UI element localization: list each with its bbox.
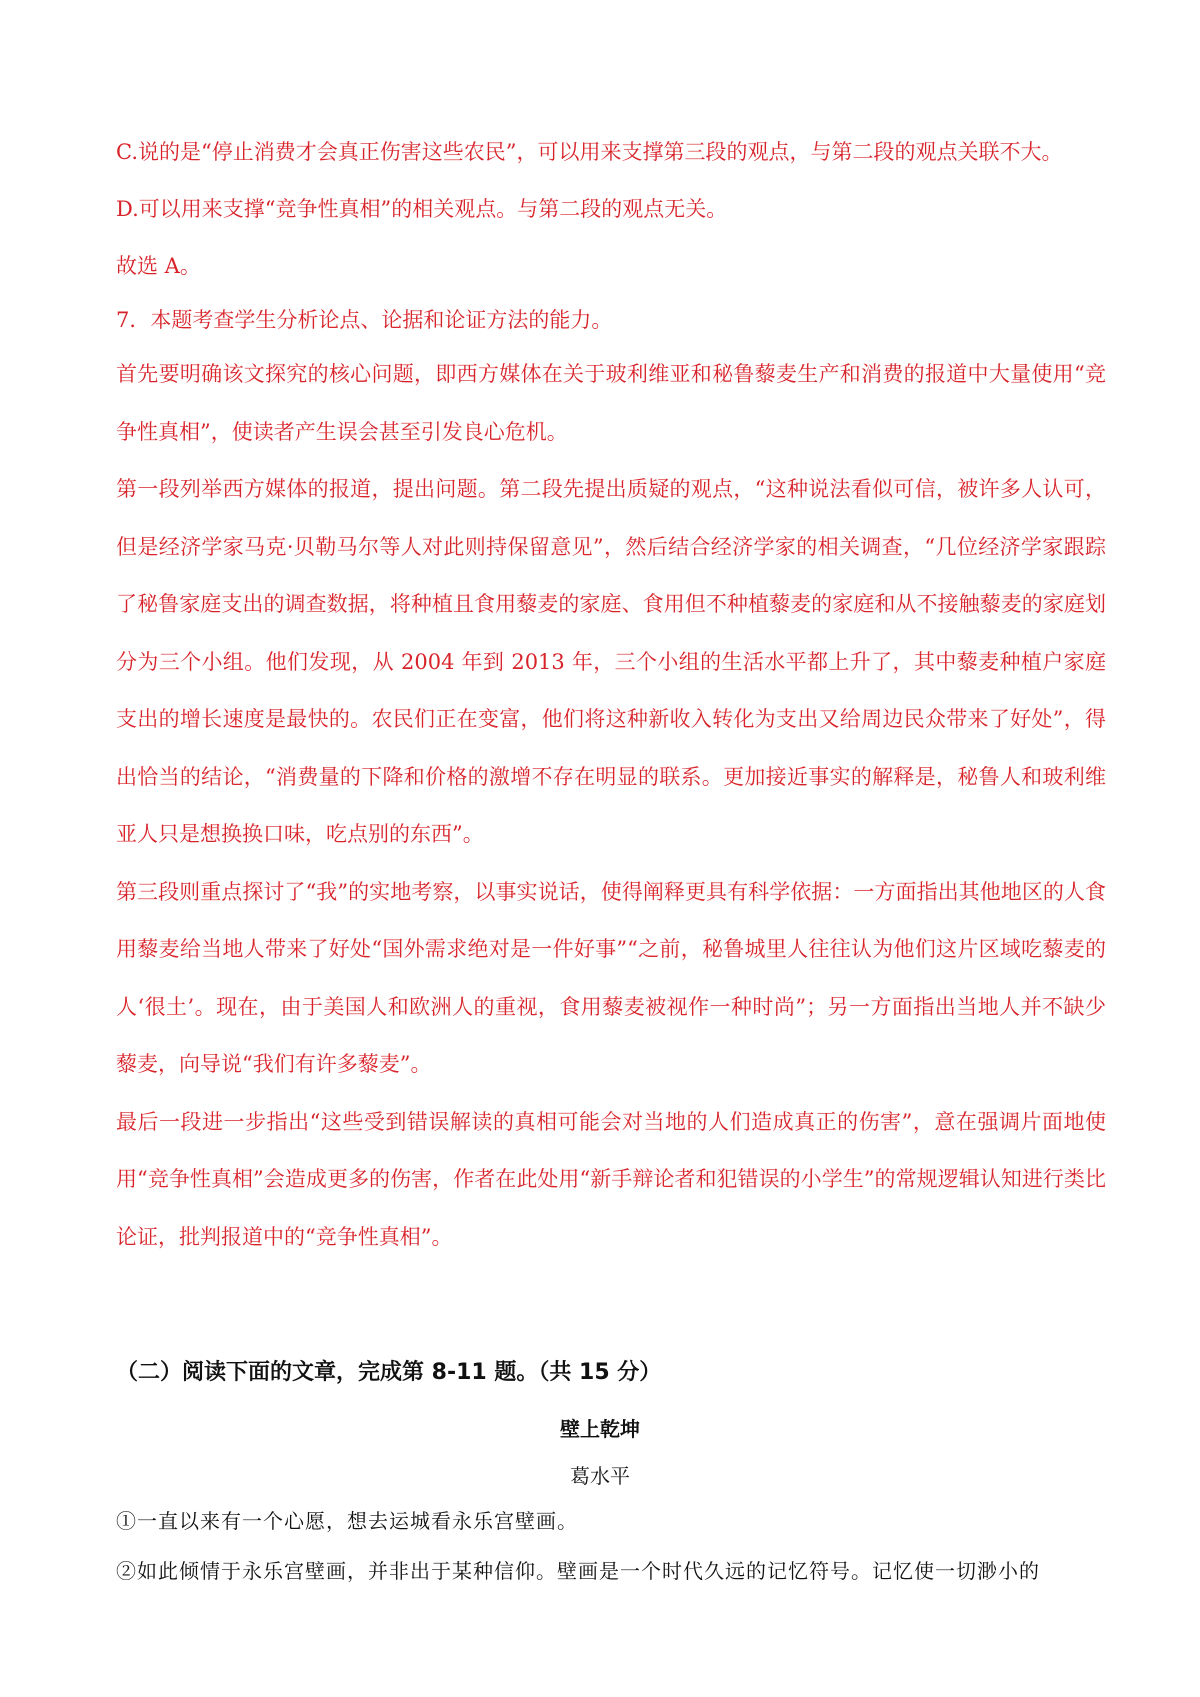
option-c-analysis: C.说的是“停止消费才会真正伤害这些农民”，可以用来支撑第三段的观点，与第二段的观点关联不大。: [116, 140, 1063, 164]
answer-analysis: [116, 124, 1106, 1266]
question-7-paragraph-2: 第三段则重点探讨了“我”的实地考察，以事实说话，使得阐释更具有科学依据：一方面指出其他地区的人食用藜麦给当地人带来了好处“国外需求绝对是一件好事”“之前，秘鲁城里人往往认为他们这片区域吃藜麦的人‘很土’。现在，由于美国人和欧洲人的重视，食用藜麦被视作一种时尚”；另一方面指出当地人并不缺少藜麦，向导说“我们有许多藜麦”。: [116, 879, 1106, 1076]
article-paragraph-1: ①一直以来有一个心愿，想去运城看永乐宫壁画。: [116, 1509, 578, 1533]
article-author: 葛水平: [570, 1464, 630, 1488]
option-d-analysis: D.可以用来支撑“竞争性真相”的相关观点。与第二段的观点无关。: [116, 197, 728, 221]
answer-choice: 故选 A。: [116, 254, 201, 278]
question-7-intro: 7．本题考查学生分析论点、论据和论证方法的能力。: [116, 308, 613, 332]
article-paragraph-2: ②如此倾情于永乐宫壁画，并非出于某种信仰。壁画是一个时代久远的记忆符号。记忆使一切渺小的: [116, 1559, 1040, 1583]
section-heading: （二）阅读下面的文章，完成第 8-11 题。（共 15 分）: [116, 1360, 662, 1385]
question-7-core-issue: 首先要明确该文探究的核心问题，即西方媒体在关于玻利维亚和秘鲁藜麦生产和消费的报道中大量使用“竞争性真相”，使读者产生误会甚至引发良心危机。: [116, 362, 1106, 444]
question-7-paragraph-3: 最后一段进一步指出“这些受到错误解读的真相可能会对当地的人们造成真正的伤害”，意在强调片面地使用“竞争性真相”会造成更多的伤害，作者在此处用“新手辩论者和犯错误的小学生”的常规逻辑认知进行类比论证，批判报道中的“竞争性真相”。: [116, 1109, 1106, 1249]
question-7-paragraph-1: 第一段列举西方媒体的报道，提出问题。第二段先提出质疑的观点，“这种说法看似可信，被许多人认可，但是经济学家马克·贝勒马尔等人对此则持保留意见”，然后结合经济学家的相关调查，“几位经济学家跟踪了秘鲁家庭支出的调查数据，将种植且食用藜麦的家庭、食用但不种植藜麦的家庭和从不接触藜麦的家庭划分为三个小组。他们发现，从 2004 年到 2013 年，三个小组的生活水平都上升了，其中藜麦种植户家庭支出的增长速度是最快的。农民们正在变富，他们将这种新收入转化为支出又给周边民众带来了好处”，得出恰当的结论，“消费量的下降和价格的激增不存在明显的联系。更加接近事实的解释是，秘鲁人和玻利维亚人只是想换换口味，吃点别的东西”。: [116, 477, 1106, 846]
article-title: 壁上乾坤: [560, 1417, 640, 1441]
